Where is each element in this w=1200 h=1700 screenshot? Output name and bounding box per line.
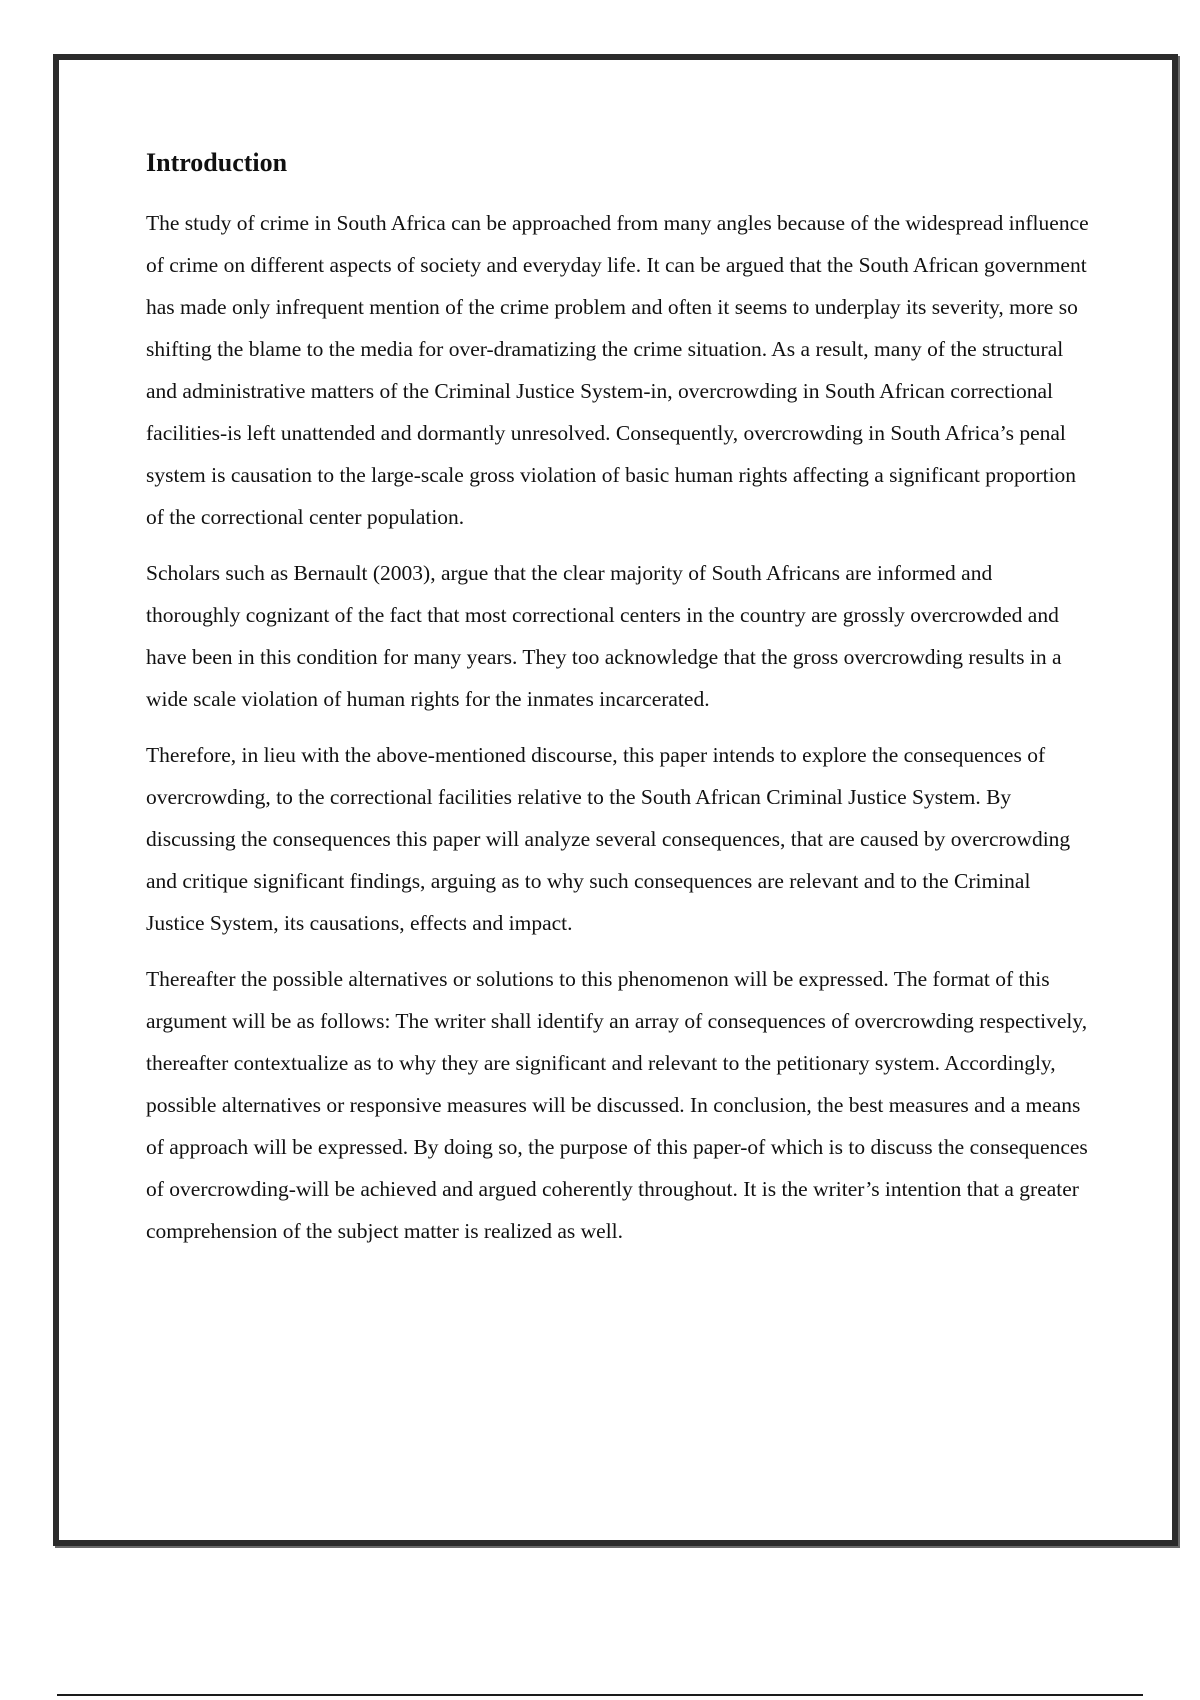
paragraph-2: Scholars such as Bernault (2003), argue that the clear majority of South Africans are informed and thoroughly cognizant of the fact that most correctional centers in the country are grossly overcrowded and have been in this condition for many years. They too acknowledge that the gross overcrowding results in a wide scale violation of human rights for the inmates incarcerated. — [146, 561, 1062, 711]
document-body — [146, 148, 1091, 1266]
paragraph-1: The study of crime in South Africa can be approached from many angles because of the widespread influence of crime on different aspects of society and everyday life. It can be argued that the South African government has made only infrequent mention of the crime problem and often it seems to underplay its severity, more so shifting the blame to the media for over-dramatizing the crime situation. As a result, many of the structural and administrative matters of the Criminal Justice System-in, overcrowding in South African correctional facilities-is left unattended and dormantly unresolved. Consequently, overcrowding in South Africa’s penal system is causation to the large-scale gross violation of basic human rights affecting a significant proportion of the correctional center population. — [146, 211, 1089, 529]
paragraph-4: Thereafter the possible alternatives or solutions to this phenomenon will be expressed. The format of this argument will be as follows: The writer shall identify an array of consequences of overcrowding respectively, thereafter contextualize as to why they are significant and relevant to the petitionary system. Accordingly, possible alternatives or responsive measures will be discussed. In conclusion, the best measures and a means of approach will be expressed. By doing so, the purpose of this paper-of which is to discuss the consequences of overcrowding-will be achieved and argued coherently throughout. It is the writer’s intention that a greater comprehension of the subject matter is realized as well. — [146, 967, 1088, 1243]
footer-divider — [57, 1694, 1143, 1696]
section-heading: Introduction — [146, 148, 288, 177]
paragraph-3: Therefore, in lieu with the above-mentioned discourse, this paper intends to explore the consequences of overcrowding, to the correctional facilities relative to the South African Criminal Justice System. By discussing the consequences this paper will analyze several consequences, that are caused by overcrowding and critique significant findings, arguing as to why such consequences are relevant and to the Criminal Justice System, its causations, effects and impact. — [146, 743, 1071, 935]
